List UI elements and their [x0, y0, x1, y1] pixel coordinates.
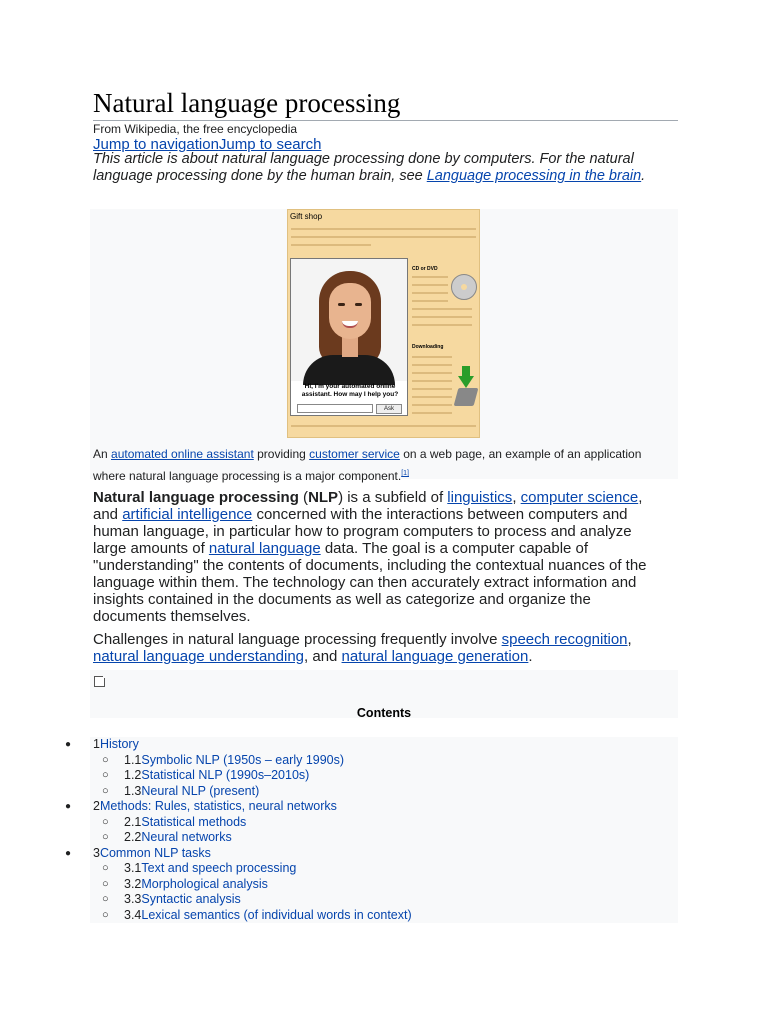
toc-item-text — [124, 768, 309, 784]
sub-bullet-icon: ○ — [102, 893, 109, 905]
caption-text: An — [93, 447, 112, 461]
para-text: , — [512, 489, 521, 506]
link-linguistics[interactable]: linguistics — [447, 489, 513, 506]
toc-item-label[interactable]: Neural NLP (present) — [141, 783, 260, 798]
text-line — [412, 308, 472, 310]
toc-item[interactable] — [65, 737, 678, 753]
avatar-eye — [338, 303, 345, 306]
toc-item-number: 2.1 — [124, 814, 142, 829]
toc-item[interactable] — [90, 815, 678, 831]
caption-text: on a web page, an example of an application where natural language processing is a major component. — [93, 447, 642, 483]
para-text: . — [528, 648, 533, 665]
toc-item-text — [124, 815, 246, 831]
text-line — [412, 276, 448, 278]
avatar-eye — [355, 303, 362, 306]
text-line — [291, 425, 476, 427]
intro-paragraph — [93, 489, 668, 625]
toc-item-number: 3.2 — [124, 876, 142, 891]
assistant-input — [297, 404, 373, 413]
toc-item-label[interactable]: Common NLP tasks — [99, 845, 211, 860]
toc-item-label[interactable]: Statistical methods — [141, 814, 247, 829]
link-computer-science[interactable]: computer science — [520, 489, 639, 506]
para-text: ( — [298, 489, 309, 506]
link-artificial-intelligence[interactable]: artificial intelligence — [122, 506, 253, 523]
text-line — [412, 372, 452, 374]
download-arrow-stem — [462, 366, 470, 376]
caption-link-automated-online-assistant[interactable]: automated online assistant — [111, 447, 254, 461]
toc-item[interactable] — [90, 768, 678, 784]
toc-item-text — [124, 892, 241, 908]
text-line — [412, 324, 472, 326]
para-text: , — [627, 631, 632, 648]
toc-item-number: 3.4 — [124, 907, 142, 922]
toc-item-number: 3 — [93, 845, 100, 860]
toc-item-number: 1.2 — [124, 768, 142, 782]
toc-item-text — [124, 753, 344, 769]
text-line — [412, 356, 452, 358]
abbr-bold: NLP — [308, 489, 339, 506]
term-bold: Natural language processing — [93, 489, 299, 506]
hatnote-link[interactable]: Language processing in the brain — [426, 168, 642, 184]
sub-bullet-icon: ○ — [102, 769, 109, 781]
toc-item[interactable] — [90, 830, 678, 846]
disk-icon — [454, 388, 479, 406]
site-tagline: From Wikipedia, the free encyclopedia — [93, 122, 298, 136]
text-line — [412, 364, 452, 366]
assistant-ask-button: Ask — [376, 404, 402, 414]
toc-item-text — [124, 784, 259, 800]
jump-to-search-link[interactable]: Jump to search — [218, 136, 322, 153]
toc-item-text — [93, 799, 337, 815]
para-text: Challenges in natural language processing frequently involve — [93, 631, 502, 648]
cd-icon — [451, 274, 477, 300]
toc-item-number: 2 — [93, 799, 100, 813]
toc-item-label[interactable]: Neural networks — [141, 830, 232, 844]
text-line — [412, 292, 448, 294]
toc-item[interactable] — [65, 799, 678, 815]
sub-bullet-icon: ○ — [102, 753, 109, 766]
toc-item-label[interactable]: Statistical NLP (1990s–2010s) — [141, 768, 310, 782]
toc-item[interactable] — [65, 845, 678, 862]
hatnote-text: This article is about natural language processing done by computers. For the natural language processing done by the human brain, see — [93, 151, 634, 184]
toc-heading: Contents — [356, 706, 412, 720]
challenges-paragraph — [93, 631, 668, 665]
text-line — [291, 228, 476, 230]
hatnote — [93, 151, 678, 185]
para-text: ) is a subfield of — [338, 489, 448, 506]
avatar-neck — [342, 337, 358, 357]
toc-item[interactable] — [90, 908, 678, 924]
text-line — [412, 284, 448, 286]
text-line — [291, 244, 371, 246]
text-line — [412, 404, 452, 406]
toc-item-text — [124, 908, 412, 924]
toc-item-number: 3.3 — [124, 892, 142, 906]
toc-item-text — [124, 861, 296, 877]
caption-link-customer-service[interactable]: customer service — [309, 447, 400, 461]
toc-item-number: 2.2 — [124, 830, 142, 844]
sub-bullet-icon: ○ — [102, 784, 109, 797]
toc-item-number: 1 — [93, 737, 100, 751]
downloading-label: Downloading — [412, 344, 444, 350]
figure-image[interactable] — [287, 209, 480, 438]
toc-item[interactable] — [90, 877, 678, 893]
hatnote-end: . — [641, 168, 646, 184]
download-arrow-icon — [458, 376, 474, 388]
figure-caption — [93, 444, 668, 486]
toc-list — [60, 737, 680, 923]
toc-item-text — [124, 877, 268, 893]
text-line — [412, 316, 472, 318]
assistant-avatar — [291, 259, 407, 381]
toc-item-number: 3.1 — [124, 861, 142, 875]
toc-item-text — [124, 830, 232, 846]
para-text: data. The goal is a computer capable of "understanding" the contents of documents, including the contextual nuances of the language within them. The technology can then accurately extract information and insights contained in the documents as well as categorize and organize the documents themselves. — [93, 540, 647, 625]
page-title: Natural language processing — [93, 86, 678, 121]
toc-item-number: 1.3 — [124, 783, 142, 798]
para-text: concerned with the interactions between computers and human language, in particular how to program computers to process and analyze large amounts of — [93, 506, 632, 557]
toc-item-number: 1.1 — [124, 752, 142, 767]
link-natural-language-understanding[interactable]: natural language understanding — [93, 648, 305, 665]
gift-shop-heading: Gift shop — [290, 212, 323, 221]
toc-item-text — [93, 737, 139, 753]
text-line — [412, 380, 452, 382]
sub-bullet-icon: ○ — [102, 877, 109, 890]
toc-item[interactable] — [90, 861, 678, 877]
text-line — [412, 412, 452, 414]
link-natural-language-generation[interactable]: natural language generation — [341, 648, 529, 665]
avatar-face — [329, 283, 371, 339]
toc-item-label[interactable]: Methods: Rules, statistics, neural networks — [99, 799, 337, 813]
avatar-shirt — [303, 355, 395, 385]
toc-item-label[interactable]: Symbolic NLP (1950s – early 1990s) — [141, 752, 345, 767]
toc-item-label[interactable]: Text and speech processing — [141, 861, 297, 875]
text-line — [412, 388, 452, 390]
sub-bullet-icon: ○ — [102, 831, 109, 843]
bullet-icon: ● — [65, 801, 72, 812]
toc-item-text — [93, 846, 211, 862]
toc-item[interactable] — [90, 753, 678, 769]
link-speech-recognition[interactable]: speech recognition — [501, 631, 628, 648]
toc-item-label[interactable]: Morphological analysis — [141, 876, 268, 891]
cd-label: CD or DVD — [412, 266, 438, 272]
para-text: , and — [304, 648, 342, 665]
link-natural-language[interactable]: natural language — [208, 540, 321, 557]
toc-item-label[interactable]: Lexical semantics (of individual words in context) — [141, 907, 412, 922]
text-line — [291, 236, 476, 238]
caption-text: providing — [253, 447, 310, 461]
sub-bullet-icon: ○ — [102, 908, 109, 921]
toc-toggle-checkbox[interactable] — [94, 676, 105, 687]
bullet-icon: ● — [65, 847, 72, 859]
bullet-icon: ● — [65, 739, 72, 750]
text-line — [412, 396, 452, 398]
assistant-greeting: Hi, I'm your automated online assistant. How may I help you? — [301, 383, 399, 398]
assistant-window — [290, 258, 408, 416]
text-line — [412, 300, 448, 302]
sub-bullet-icon: ○ — [102, 862, 109, 874]
toc-item[interactable] — [90, 784, 678, 800]
para-text: , and — [93, 489, 643, 523]
toc-item-label[interactable]: Syntactic analysis — [141, 892, 241, 906]
reference-link[interactable]: [1] — [401, 470, 409, 477]
toc-item[interactable] — [90, 892, 678, 908]
sub-bullet-icon: ○ — [102, 815, 109, 828]
jump-to-navigation-link[interactable]: Jump to navigation — [93, 136, 219, 153]
toc-item-label[interactable]: History — [99, 737, 139, 751]
